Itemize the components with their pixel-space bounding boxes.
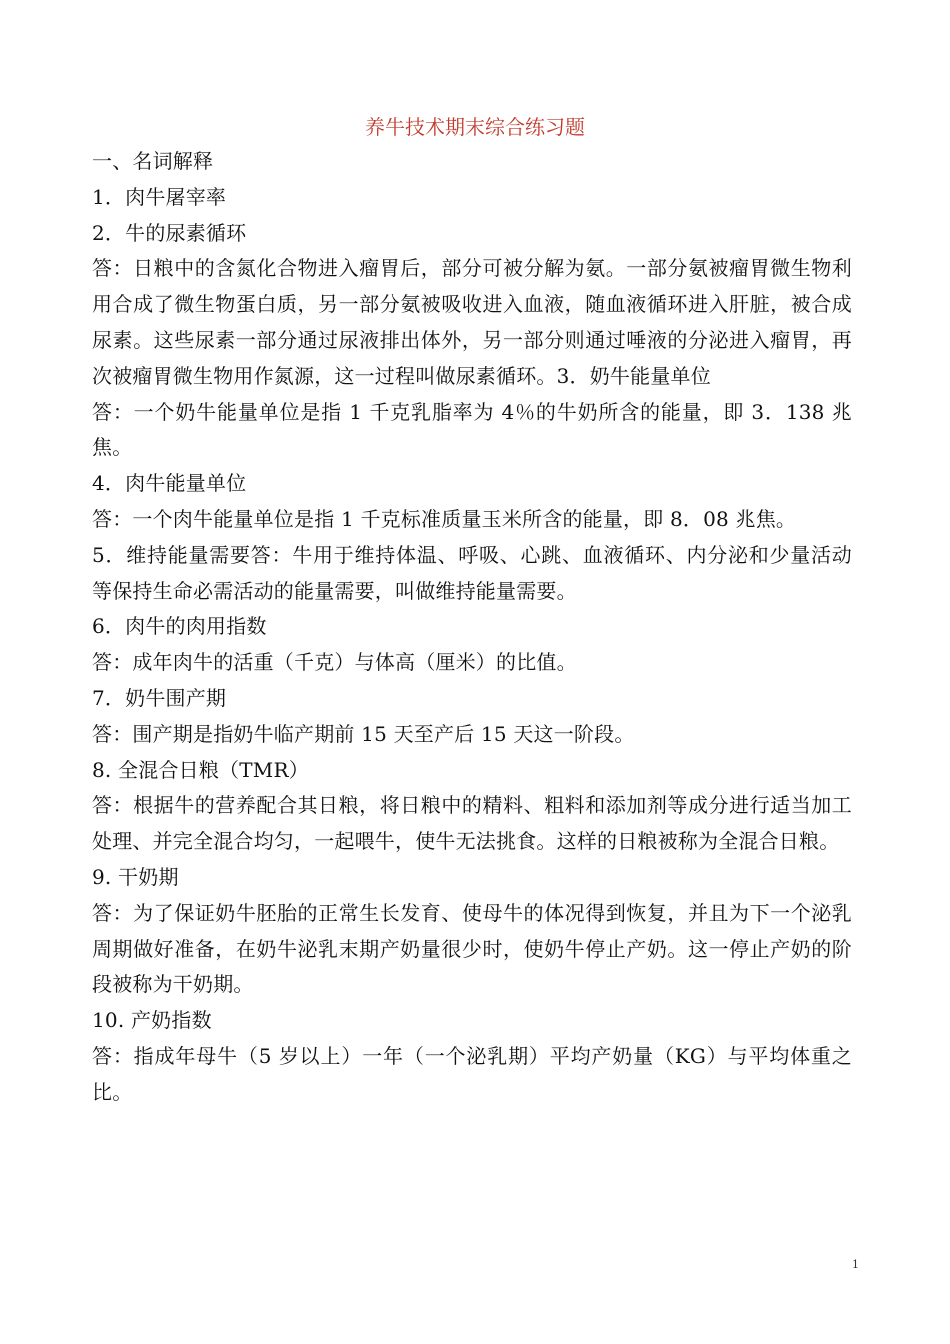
term-item: 9. 干奶期 [92, 864, 179, 889]
answer-paragraph: 答：一个奶牛能量单位是指 1 千克乳脂率为 4％的牛奶所含的能量，即 3．138 兆焦。 [92, 399, 852, 460]
answer-paragraph: 答：根据牛的营养配合其日粮，将日粮中的精料、粗料和添加剂等成分进行适当加工处理、并完全混合均匀，一起喂牛，使牛无法挑食。这样的日粮被称为全混合日粮。 [92, 793, 852, 854]
answer-paragraph: 答：指成年母牛（5 岁以上）一年（一个泌乳期）平均产奶量（KG）与平均体重之比。 [92, 1043, 852, 1104]
section-heading: 一、名词解释 [92, 149, 214, 173]
term-item: 6．肉牛的肉用指数 [92, 614, 267, 639]
term-item: 8. 全混合日粮（TMR） [92, 757, 309, 782]
document-title: 养牛技术期末综合练习题 [365, 115, 585, 139]
answer-paragraph: 答：为了保证奶牛胚胎的正常生长发育、使母牛的体况得到恢复，并且为下一个泌乳周期做好准备，在奶牛泌乳末期产奶量很少时，使奶牛停止产奶。这一停止产奶的阶段被称为干奶期。 [92, 900, 852, 997]
term-item: 10. 产奶指数 [92, 1008, 212, 1033]
term-item: 1．肉牛屠宰率 [92, 184, 227, 209]
term-item: 2．牛的尿素循环 [92, 220, 247, 245]
answer-paragraph: 答：成年肉牛的活重（千克）与体高（厘米）的比值。 [92, 650, 577, 675]
answer-paragraph: 5．维持能量需要答：牛用于维持体温、呼吸、心跳、血液循环、内分泌和少量活动等保持生命必需活动的能量需要，叫做维持能量需要。 [92, 542, 852, 603]
term-item: 4．肉牛能量单位 [92, 471, 247, 496]
page-number: 1 [852, 1258, 859, 1271]
term-item: 7．奶牛围产期 [92, 685, 227, 710]
answer-paragraph: 答：围产期是指奶牛临产期前 15 天至产后 15 天这一阶段。 [92, 721, 635, 746]
answer-paragraph: 答：一个肉牛能量单位是指 1 千克标准质量玉米所含的能量，即 8．08 兆焦。 [92, 506, 797, 531]
document-content [92, 144, 852, 1111]
answer-paragraph: 答：日粮中的含氮化合物进入瘤胃后，部分可被分解为氨。一部分氨被瘤胃微生物利用合成了微生物蛋白质，另一部分氨被吸收进入血液，随血液循环进入肝脏，被合成尿素。这些尿素一部分通过尿液排出体外，另一部分则通过唾液的分泌进入瘤胃，再次被瘤胃微生物用作氮源，这一过程叫做尿素循环。3．奶牛能量单位 [92, 256, 852, 388]
